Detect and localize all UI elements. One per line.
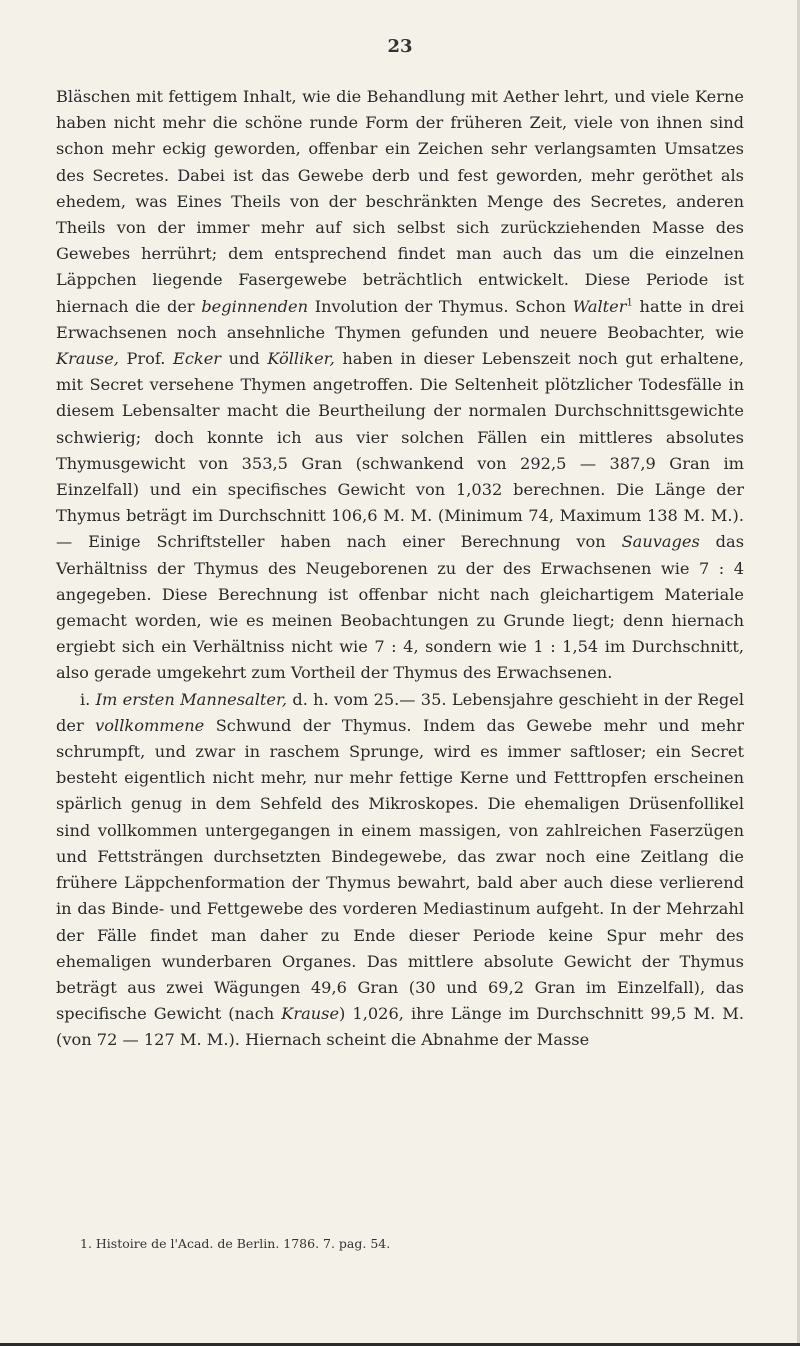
author-name: Krause [281,1004,340,1024]
text-run: i. [80,689,96,709]
author-name: Walter [572,296,627,316]
footnote: 1. Histoire de l'Acad. de Berlin. 1786. 7. pag. 54. [80,1236,391,1251]
text-run: Involution der Thymus. Schon [308,296,573,316]
text-run: Bläschen mit fettigem Inhalt, wie die Behandlung mit Aether lehrt, und viele Kerne haben nicht mehr die schöne runde Form der früheren Zeit, viele von ihnen sind schon mehr eckig geworden, offenbar ein Zeichen sehr verlangsamten Umsatzes des Secretes. Dabei ist das Gewebe derb und fest geworden, mehr geröthet als ehedem, was Eines Theils von der beschränkten Menge des Secretes, anderen Theils von der immer mehr auf sich selbst sich zurückziehenden Masse des Gewebes herrührt; dem entsprechend findet man auch das um die einzelnen Läppchen liegende Fasergewebe beträchtlich entwickelt. Diese Periode ist hiernach die der [56,87,744,316]
text-run: ) 1,026, ihre Länge im Durchschnitt 99,5 M. M. (von 72 — 127 M. M.). Hiernach scheint die Abnahme der Masse [56,1004,744,1050]
text-run: Prof. [118,349,173,369]
author-name: Sauvages [621,532,700,552]
paragraph-involution [56,84,744,687]
author-name: Krause, [56,349,119,369]
text-run: d. h. vom 25.— 35. Lebensjahre geschieht in der Regel der [56,689,745,735]
text-run: das Verhältniss der Thymus des Neugeborenen zu der des Erwachsenen wie 7 : 4 angegeben. Diese Berechnung ist offenbar nicht nach gleichartigem Materiale gemacht worden, wie es meinen Beobachtungen zu Grunde liegt; denn hiernach ergiebt sich ein Verhältniss nicht wie 7 : 4, sondern wie 1 : 1,54 im Durchschnitt, also gerade umgekehrt zum Vortheil der Thymus des Erwachsenen. [56,532,744,683]
footnote-marker: 1 [626,297,633,309]
author-name: Ecker [173,349,222,369]
paragraph-mannesalter [56,687,744,1054]
body-text [56,84,744,1054]
emphasis: Im ersten Mannesalter, [95,689,288,709]
emphasis: vollkommene [95,715,205,735]
emphasis: beginnenden [201,296,309,316]
text-run: haben in dieser Lebenszeit noch gut erhaltene, mit Secret versehene Thymen angetroffen. Die Seltenheit plötzlicher Todesfälle in diesem Lebensalter macht die Beurtheilung der normalen Durchschnittsgewichte schwierig; doch konnte ich aus vier solchen Fällen ein mittleres absolutes Thymusgewicht von 353,5 Gran (schwankend von 292,5 — 387,9 Gran im Einzelfall) und ein specifisches Gewicht von 1,032 berechnen. Die Länge der Thymus beträgt im Durchschnitt 106,6 M. M. (Minimum 74, Maximum 138 M. M.). — Einige Schriftsteller haben nach einer Berechnung von [56,349,744,552]
page-number: 23 [387,36,413,57]
text-run: und [221,349,268,369]
text-run: Schwund der Thymus. Indem das Gewebe mehr und mehr schrumpft, und zwar in raschem Sprunge, wird es immer saftloser; ein Secret besteht eigentlich nicht mehr, nur mehr fettige Kerne und Fetttropfen erscheinen spärlich genug in dem Sehfeld des Mikroskopes. Die ehemaligen Drüsenfollikel sind vollkommen untergegangen in einem massigen, von zahlreichen Faserzügen und Fettsträngen durchsetzten Bindegewebe, das zwar noch eine Zeitlang die frühere Läppchenformation der Thymus bewahrt, bald aber auch diese verlierend in das Binde- und Fettgewebe des vorderen Mediastinum aufgeht. In der Mehrzahl der Fälle findet man daher zu Ende dieser Periode keine Spur mehr des ehemaligen wunderbaren Organes. Das mittlere absolute Gewicht der Thymus beträgt aus zwei Wägungen 49,6 Gran (30 und 69,2 Gran im Einzelfall), das specifische Gewicht (nach [56,715,744,1024]
text-run: hatte in drei Erwachsenen noch ansehnliche Thymen gefunden und neuere Beobachter, wie [56,296,745,342]
author-name: Kölliker, [267,349,335,369]
